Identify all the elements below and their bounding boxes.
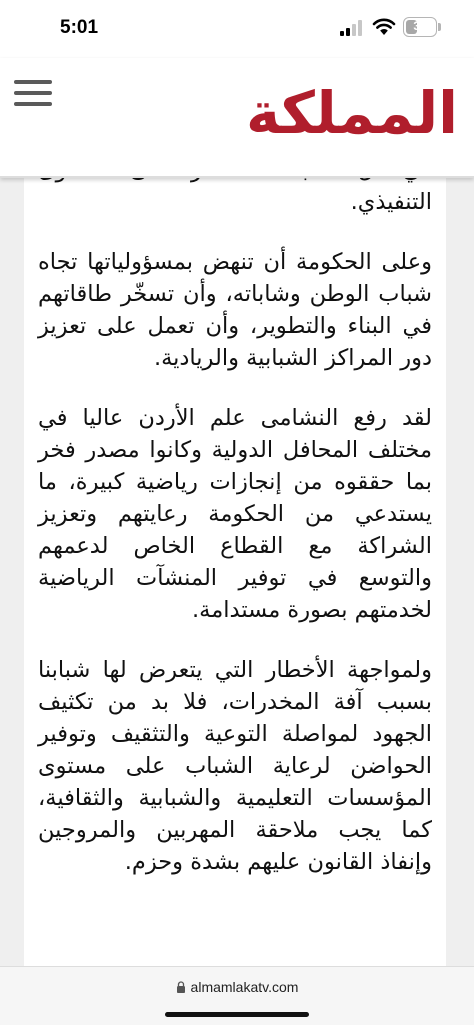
article-text	[38, 154, 432, 906]
browser-url-bar[interactable]	[0, 966, 474, 1025]
signal-icon	[340, 20, 364, 36]
url-display[interactable]	[0, 979, 474, 995]
hamburger-menu-icon[interactable]	[14, 80, 52, 106]
wifi-icon	[372, 18, 396, 36]
battery-percent: 39	[413, 19, 427, 33]
site-logo[interactable]	[236, 78, 458, 148]
article-paragraph-3: لقد رفع النشامى علم الأردن عاليا في مختلف المحافل الدولية وكانوا مصدر فخر بما حققوه من إنجازات رياضية كبيرة، ما يستدعي من الحكومة رعايتهم وتعزيز الشراكة مع القطاع الخاص لدعمهم والتوسع في توفير المنشآت الرياضية لخدمتهم بصورة مستدامة.	[38, 405, 432, 623]
status-time: 5:01	[60, 17, 99, 38]
status-bar	[0, 0, 474, 58]
article-paragraph-4: ولمواجهة الأخطار التي يتعرض لها شبابنا بسبب آفة المخدرات، فلا بد من تكثيف الجهود لمواصلة التوعية والتثقيف وتوفير الحواضن لرعاية الشباب على مستوى المؤسسات التعليمية والشبابية والثقافية، كما يجب ملاحقة المهربين والمروجين وإنفاذ القانون عليهم بشدة وحزم.	[38, 657, 432, 875]
article-body	[24, 176, 446, 966]
lock-icon	[176, 981, 186, 993]
article-paragraph-1: التنفيذي.	[350, 189, 432, 215]
home-indicator[interactable]	[165, 1012, 309, 1017]
site-header	[0, 58, 474, 178]
battery-tip	[438, 23, 441, 31]
url-text: almamlakatv.com	[190, 979, 299, 995]
article-paragraph-2: وعلى الحكومة أن تنهض بمسؤولياتها تجاه شباب الوطن وشاباته، وأن تسخّر طاقاتهم في البناء والتطوير، وأن تعمل على تعزيز دور المراكز الشبابية والريادية.	[38, 249, 432, 371]
battery-icon	[403, 17, 437, 37]
content-area	[0, 176, 474, 966]
logo-text: المملكة	[245, 79, 458, 147]
